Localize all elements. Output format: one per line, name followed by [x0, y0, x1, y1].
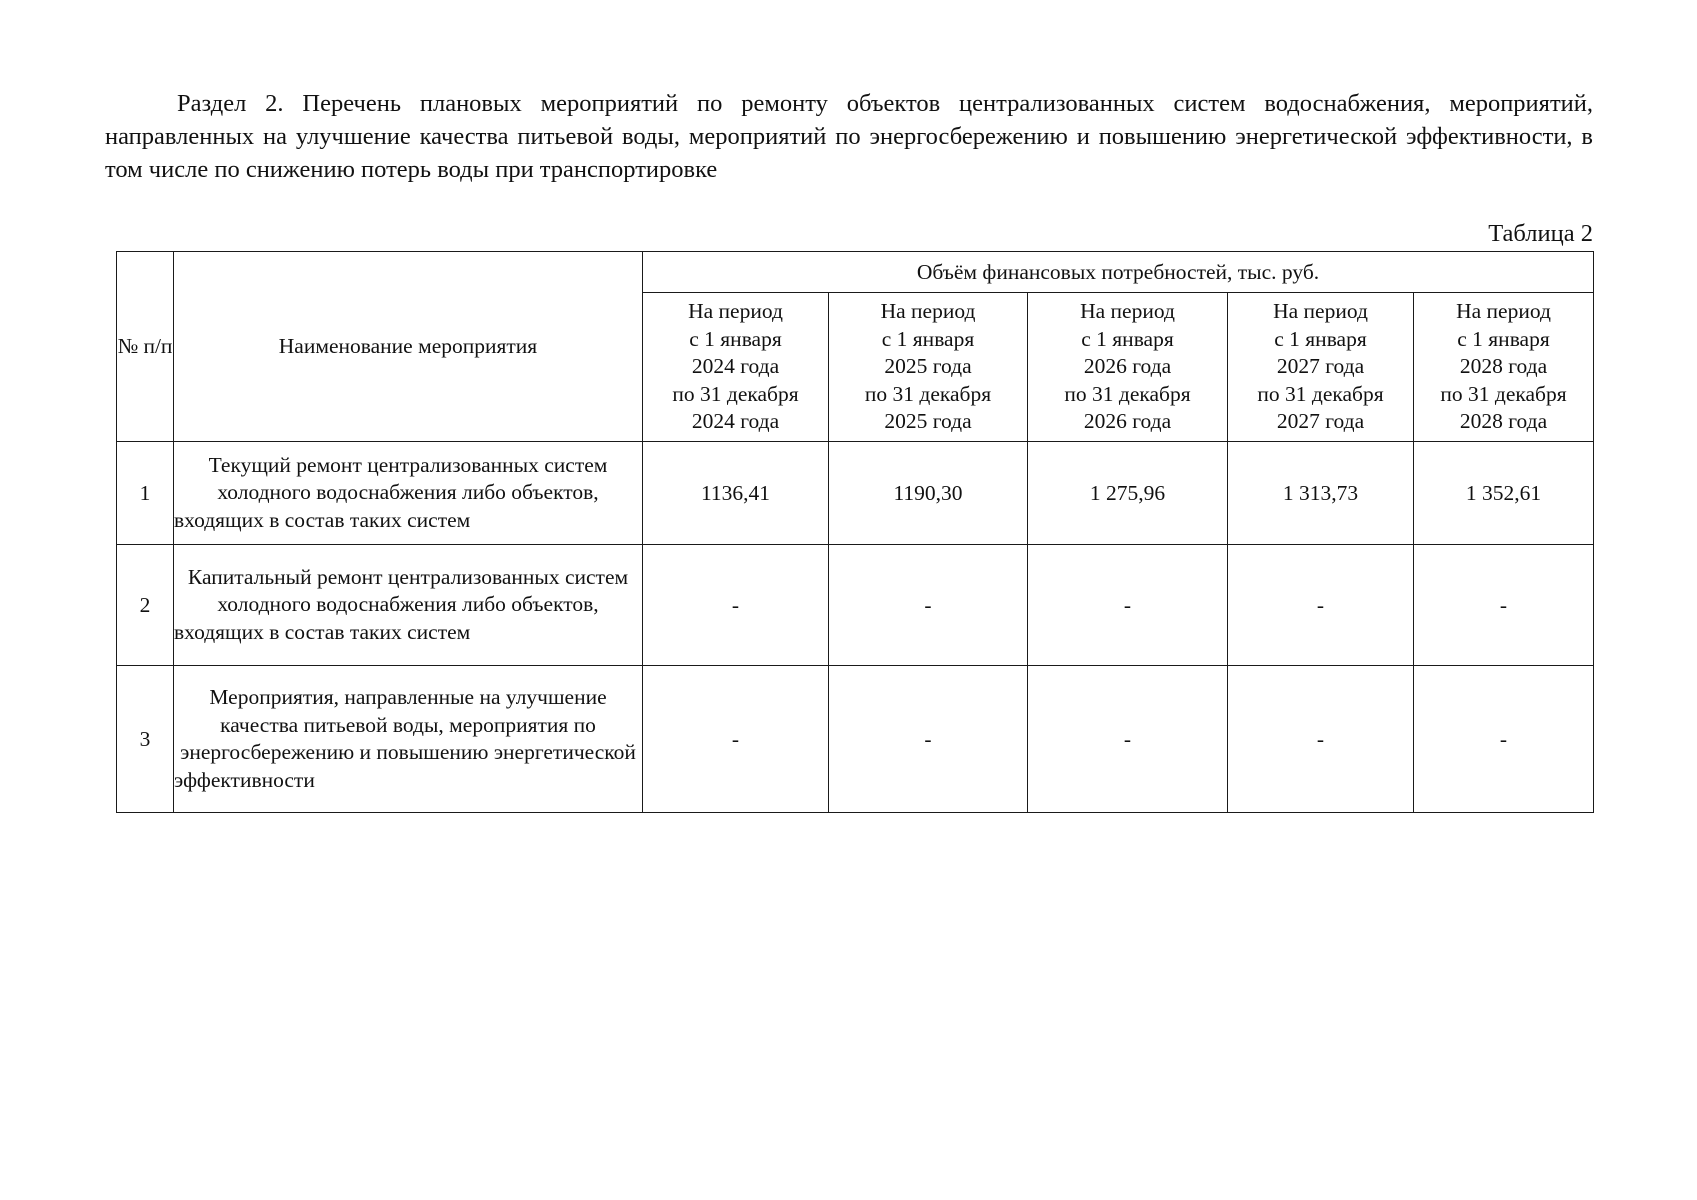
- row-number: 3: [117, 666, 174, 813]
- value-cell: -: [1028, 545, 1228, 666]
- period-line: по 31 декабря: [1257, 381, 1384, 406]
- activity-name: Текущий ремонт централизованных систем холодного водоснабжения либо объектов, входящих в состав таких систем: [174, 442, 643, 545]
- table-row: [117, 666, 1594, 813]
- period-line: по 31 декабря: [1064, 381, 1191, 406]
- period-line: На период: [1080, 299, 1175, 324]
- period-line: с 1 января: [1274, 326, 1367, 351]
- period-line: На период: [1273, 299, 1368, 324]
- period-line: с 1 января: [1081, 326, 1174, 351]
- period-line: с 1 января: [689, 326, 782, 351]
- period-line: по 31 декабря: [864, 381, 992, 406]
- period-line: 2024 года: [691, 354, 780, 379]
- period-line: 2025 года: [884, 409, 972, 434]
- row-number-header: № п/п: [117, 252, 174, 442]
- period-line: по 31 декабря: [1440, 381, 1567, 406]
- period-line: 2027 года: [1276, 354, 1365, 379]
- row-number: 2: [117, 545, 174, 666]
- value-cell: -: [1028, 666, 1228, 813]
- activity-name: Капитальный ремонт централизованных систем холодного водоснабжения либо объектов, входящих в состав таких систем: [174, 545, 643, 666]
- period-header-2026: [1028, 293, 1228, 442]
- period-line: 2026 года: [1083, 409, 1172, 434]
- value-cell: -: [643, 545, 829, 666]
- row-number: 1: [117, 442, 174, 545]
- value-cell: -: [1414, 666, 1594, 813]
- period-line: 2026 года: [1083, 354, 1172, 379]
- activity-name-header: Наименование мероприятия: [174, 252, 643, 442]
- period-line: 2025 года: [884, 354, 972, 379]
- activity-name: Мероприятия, направленные на улучшение качества питьевой воды, мероприятия по энергосбережению и повышению энергетической эффективности: [174, 666, 643, 813]
- table-caption: Таблица 2: [1488, 220, 1593, 247]
- period-header-2024: [643, 293, 829, 442]
- financial-needs-group-header: Объём финансовых потребностей, тыс. руб.: [643, 252, 1594, 293]
- period-line: На период: [880, 299, 976, 324]
- value-cell: -: [829, 545, 1028, 666]
- value-cell: 1 352,61: [1414, 442, 1594, 545]
- value-cell: -: [829, 666, 1028, 813]
- period-header-2025: [829, 293, 1028, 442]
- period-line: 2028 года: [1459, 354, 1548, 379]
- period-line: 2028 года: [1459, 409, 1548, 434]
- period-line: На период: [1456, 299, 1551, 324]
- financial-needs-table: [116, 251, 1594, 813]
- period-line: 2027 года: [1276, 409, 1365, 434]
- table-row: [117, 545, 1594, 666]
- period-line: с 1 января: [881, 326, 975, 351]
- section-heading: Раздел 2. Перечень плановых мероприятий по ремонту объектов централизованных систем водоснабжения, мероприятий, направленных на улучшение качества питьевой воды, мероприятий по энергосбережению и повышению энергетической эффективности, в том числе по снижению потерь воды при транспортировке: [105, 89, 1593, 183]
- value-cell: 1190,30: [829, 442, 1028, 545]
- period-line: 2024 года: [691, 409, 780, 434]
- value-cell: 1 313,73: [1228, 442, 1414, 545]
- value-cell: -: [1228, 545, 1414, 666]
- value-cell: -: [1228, 666, 1414, 813]
- value-cell: -: [1414, 545, 1594, 666]
- period-line: На период: [688, 299, 783, 324]
- value-cell: 1 275,96: [1028, 442, 1228, 545]
- period-header-2027: [1228, 293, 1414, 442]
- period-header-2028: [1414, 293, 1594, 442]
- period-line: по 31 декабря: [672, 381, 799, 406]
- value-cell: -: [643, 666, 829, 813]
- value-cell: 1136,41: [643, 442, 829, 545]
- table-row: [117, 442, 1594, 545]
- period-line: с 1 января: [1457, 326, 1550, 351]
